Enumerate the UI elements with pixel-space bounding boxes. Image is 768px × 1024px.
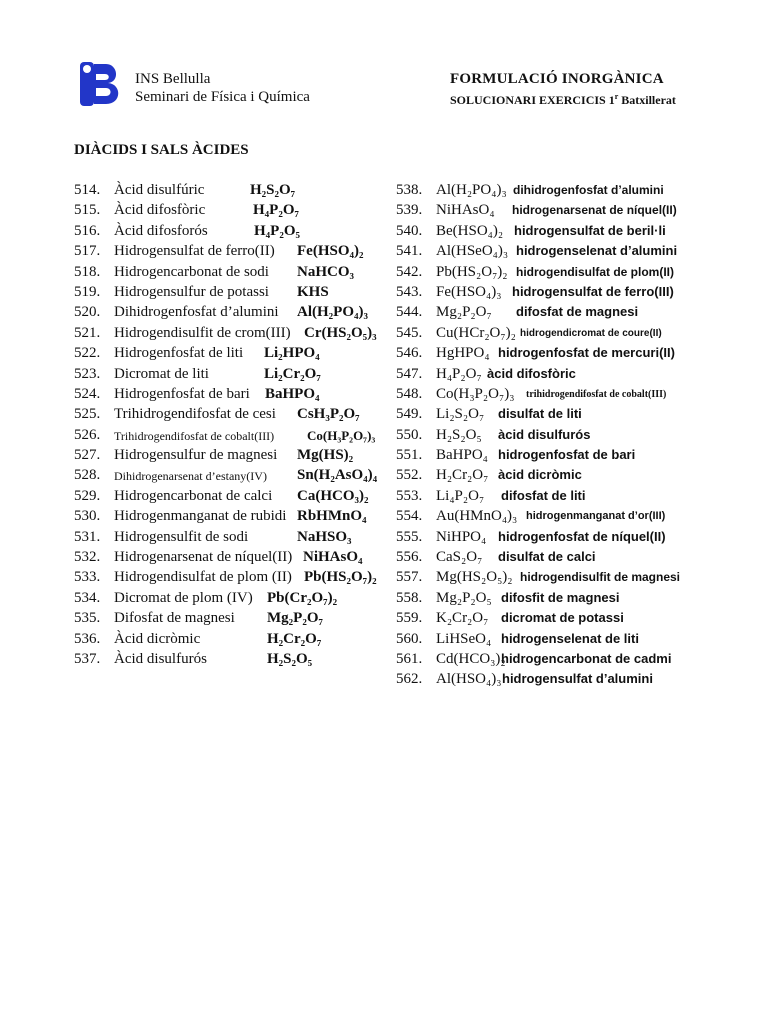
- compound-answer: difosfat de liti: [501, 487, 586, 503]
- list-item: [396, 182, 706, 202]
- list-item: [74, 284, 394, 304]
- item-number: 547.: [396, 365, 423, 382]
- list-item: [396, 345, 706, 365]
- compound-name: Dihidrogenfosfat d’alumini: [114, 304, 279, 321]
- item-number: 522.: [74, 345, 101, 362]
- compound-formula: Al(HSO₄)₃: [436, 671, 502, 688]
- compound-answer: dicromat de potassi: [501, 610, 624, 626]
- right-exercise-list: [396, 182, 706, 692]
- list-item: [74, 427, 394, 447]
- list-item: [396, 488, 706, 508]
- list-item: [74, 467, 394, 487]
- list-item: [74, 202, 394, 222]
- list-item: [396, 610, 706, 630]
- compound-formula: BaHPO₄: [265, 385, 320, 402]
- compound-name: Hidrogensulfat de ferro(II): [114, 243, 275, 260]
- compound-name: Difosfat de magnesi: [114, 610, 235, 627]
- compound-formula: Fe(HSO₄)₂: [297, 243, 364, 260]
- list-item: [74, 590, 394, 610]
- compound-answer: hidrogendisulfit de magnesi: [520, 570, 681, 585]
- compound-formula: CaS₂O₇: [436, 549, 483, 566]
- item-number: 550.: [396, 426, 423, 443]
- item-number: 530.: [74, 508, 101, 525]
- compound-answer: disulfat de calci: [498, 549, 596, 565]
- compound-formula: RbHMnO₄: [297, 508, 367, 525]
- compound-name: Hidrogenmanganat de rubidi: [114, 508, 287, 525]
- compound-formula: H₂S₂O₅: [267, 650, 313, 667]
- compound-name: Àcid disulfurós: [114, 650, 207, 667]
- list-item: [396, 325, 706, 345]
- list-item: [396, 631, 706, 651]
- compound-formula: H₄P₂O₇: [253, 202, 299, 219]
- compound-formula: K₂Cr₂O₇: [436, 610, 489, 627]
- compound-formula: Au(HMnO₄)₃: [436, 508, 518, 525]
- item-number: 524.: [74, 385, 101, 402]
- list-item: [74, 182, 394, 202]
- list-item: [74, 223, 394, 243]
- subtitle-main: SOLUCIONARI EXERCICIS 1: [450, 93, 615, 107]
- compound-formula: LiHSeO₄: [436, 630, 492, 647]
- item-number: 517.: [74, 243, 101, 260]
- item-number: 519.: [74, 283, 101, 300]
- item-number: 541.: [396, 243, 423, 260]
- compound-formula: Pb(HS₂O₇)₂: [436, 263, 508, 280]
- compound-answer: hidrogenfosfat de mercuri(II): [498, 345, 675, 361]
- compound-formula: Fe(HSO₄)₃: [436, 283, 502, 300]
- list-item: [74, 651, 394, 671]
- compound-formula: NiHAsO₄: [303, 549, 363, 566]
- compound-formula: Pb(Cr₂O₇)₂: [267, 589, 338, 606]
- item-number: 557.: [396, 569, 423, 586]
- compound-answer: hidrogenfosfat de níquel(II): [498, 528, 666, 544]
- list-item: [74, 406, 394, 426]
- item-number: 539.: [396, 202, 423, 219]
- list-item: [74, 488, 394, 508]
- compound-name: Àcid difosfòric: [114, 202, 206, 219]
- compound-answer: disulfat de liti: [498, 406, 582, 422]
- compound-name: Hidrogencarbonat de sodi: [114, 263, 269, 280]
- subtitle-end: Batxillerat: [618, 93, 676, 107]
- compound-formula: Ca(HCO₃)₂: [297, 487, 369, 504]
- item-number: 554.: [396, 508, 423, 525]
- item-number: 542.: [396, 263, 423, 280]
- item-number: 559.: [396, 610, 423, 627]
- compound-answer: hidrogenselenat de liti: [501, 630, 639, 646]
- compound-formula: Al(H₂PO₄)₃: [297, 304, 368, 321]
- compound-formula: Al(H₂PO₄)₃: [436, 182, 507, 198]
- item-number: 537.: [74, 650, 101, 667]
- item-number: 527.: [74, 447, 101, 464]
- compound-name: Dicromat de plom (IV): [114, 589, 253, 606]
- compound-formula: Mg₂P₂O₅: [436, 589, 492, 606]
- compound-formula: Co(H₃P₂O₇)₃: [436, 385, 515, 402]
- list-item: [396, 549, 706, 569]
- compound-formula: Li₂Cr₂O₇: [264, 365, 321, 382]
- compound-formula: Cu(HCr₂O₇)₂: [436, 324, 516, 341]
- compound-formula: Li₂HPO₄: [264, 345, 320, 362]
- compound-formula: H₂S₂O₇: [250, 182, 296, 198]
- list-item: [74, 264, 394, 284]
- compound-name: Trihidrogendifosfat de cobalt(III): [114, 428, 275, 443]
- list-item: [74, 631, 394, 651]
- list-item: [396, 671, 706, 691]
- list-item: [74, 243, 394, 263]
- item-number: 536.: [74, 630, 101, 647]
- compound-formula: Al(HSeO₄)₃: [436, 243, 509, 260]
- compound-answer: hidrogensulfat de ferro(III): [512, 283, 674, 299]
- compound-formula: KHS: [297, 283, 329, 300]
- list-item: [396, 529, 706, 549]
- compound-formula: Li₂S₂O₇: [436, 406, 485, 423]
- compound-formula: Cr(HS₂O₅)₃: [304, 324, 377, 341]
- list-item: [396, 304, 706, 324]
- compound-name: Hidrogencarbonat de calci: [114, 487, 273, 504]
- item-number: 523.: [74, 365, 101, 382]
- department-name: Seminari de Física i Química: [135, 89, 310, 105]
- list-item: [74, 304, 394, 324]
- compound-formula: CsH₃P₂O₇: [297, 406, 360, 423]
- list-item: [396, 590, 706, 610]
- list-item: [396, 243, 706, 263]
- list-item: [396, 264, 706, 284]
- item-number: 560.: [396, 630, 423, 647]
- compound-answer: hidrogensulfat d’alumini: [502, 671, 653, 687]
- item-number: 531.: [74, 528, 101, 545]
- document-subtitle: [450, 88, 676, 109]
- compound-name: Hidrogensulfit de sodi: [114, 528, 249, 545]
- item-number: 540.: [396, 222, 423, 239]
- item-number: 526.: [74, 426, 101, 443]
- list-item: [74, 610, 394, 630]
- compound-answer: àcid dicròmic: [498, 467, 582, 483]
- compound-name: Hidrogenfosfat de bari: [114, 385, 250, 402]
- item-number: 549.: [396, 406, 423, 423]
- compound-formula: Pb(HS₂O₇)₂: [304, 569, 377, 586]
- list-item: [396, 223, 706, 243]
- list-item: [74, 345, 394, 365]
- compound-formula: NiHPO₄: [436, 528, 487, 545]
- document-header: [450, 70, 676, 109]
- compound-name: Hidrogendisulfit de crom(III): [114, 324, 291, 341]
- compound-name: Hidrogenfosfat de liti: [114, 345, 244, 362]
- list-item: [396, 406, 706, 426]
- compound-name: Dihidrogenarsenat d’estany(IV): [114, 469, 267, 484]
- compound-formula: Co(H₃P₂O₇)₃: [307, 427, 376, 443]
- list-item: [396, 284, 706, 304]
- section-title: DIÀCIDS I SALS ÀCIDES: [74, 142, 249, 158]
- compound-formula: H₄P₂O₅: [254, 222, 300, 239]
- compound-formula: H₂S₂O₅: [436, 426, 482, 443]
- list-item: [74, 529, 394, 549]
- item-number: 529.: [74, 487, 101, 504]
- item-number: 546.: [396, 345, 423, 362]
- compound-answer: hidrogendisulfat de plom(II): [516, 264, 674, 279]
- item-number: 552.: [396, 467, 423, 484]
- compound-name: Hidrogenarsenat de níquel(II): [114, 549, 293, 566]
- subtitle-superscript: r: [614, 92, 619, 101]
- compound-answer: dihidrogenfosfat d’alumini: [513, 183, 664, 197]
- item-number: 545.: [396, 324, 423, 341]
- item-number: 521.: [74, 324, 101, 341]
- compound-formula: NaHCO₃: [297, 263, 354, 280]
- list-item: [74, 366, 394, 386]
- item-number: 555.: [396, 528, 423, 545]
- compound-name: Dicromat de liti: [114, 365, 209, 382]
- item-number: 520.: [74, 304, 101, 321]
- compound-formula: H₂Cr₂O₇: [436, 467, 489, 484]
- item-number: 525.: [74, 406, 101, 423]
- compound-answer: àcid disulfurós: [498, 426, 591, 442]
- compound-answer: hidrogendicromat de coure(II): [520, 327, 662, 339]
- compound-name: Hidrogensulfur de magnesi: [114, 447, 278, 464]
- compound-formula: Mg₂P₂O₇: [436, 304, 492, 321]
- item-number: 533.: [74, 569, 101, 586]
- item-number: 515.: [74, 202, 101, 219]
- school-logo-icon: [80, 62, 124, 106]
- list-item: [74, 569, 394, 589]
- compound-formula: NaHSO₃: [297, 528, 352, 545]
- compound-name: Trihidrogendifosfat de cesi: [114, 406, 276, 423]
- list-item: [74, 386, 394, 406]
- list-item: [396, 386, 706, 406]
- compound-formula: Li₄P₂O₇: [436, 487, 485, 504]
- left-exercise-list: [74, 182, 394, 671]
- item-number: 544.: [396, 304, 423, 321]
- compound-formula: HgHPO₄: [436, 345, 490, 362]
- compound-formula: H₂Cr₂O₇: [267, 630, 322, 647]
- school-logo: [80, 62, 124, 106]
- compound-name: Àcid difosforós: [114, 222, 208, 239]
- list-item: [396, 447, 706, 467]
- item-number: 562.: [396, 671, 423, 688]
- compound-answer: difosfat de magnesi: [516, 304, 639, 320]
- compound-formula: Mg(HS)₂: [297, 447, 354, 464]
- item-number: 556.: [396, 549, 423, 566]
- item-number: 548.: [396, 385, 423, 402]
- list-item: [74, 508, 394, 528]
- compound-answer: hidrogenfosfat de bari: [498, 447, 636, 463]
- list-item: [396, 508, 706, 528]
- list-item: [74, 325, 394, 345]
- compound-name: Àcid disulfúric: [114, 182, 205, 198]
- school-name: INS Bellulla: [135, 71, 211, 87]
- compound-answer: hidrogenmanganat d’or(III): [526, 510, 666, 523]
- school-info: [135, 70, 310, 106]
- compound-formula: Mg(HS₂O₅)₂: [436, 569, 513, 586]
- list-item: [396, 427, 706, 447]
- document-title: FORMULACIÓ INORGÀNICA: [450, 71, 664, 87]
- compound-answer: trihidrogendifosfat de cobalt(III): [526, 388, 667, 400]
- list-item: [396, 202, 706, 222]
- list-item: [396, 467, 706, 487]
- item-number: 538.: [396, 182, 423, 198]
- compound-formula: Mg₂P₂O₇: [267, 610, 323, 627]
- item-number: 534.: [74, 589, 101, 606]
- list-item: [396, 651, 706, 671]
- item-number: 528.: [74, 467, 101, 484]
- list-item: [74, 447, 394, 467]
- compound-answer: àcid difosfòric: [487, 365, 576, 381]
- item-number: 543.: [396, 283, 423, 300]
- item-number: 516.: [74, 222, 101, 239]
- compound-formula: BaHPO₄: [436, 447, 488, 464]
- compound-answer: difosfit de magnesi: [501, 589, 620, 605]
- item-number: 532.: [74, 549, 101, 566]
- item-number: 561.: [396, 650, 423, 667]
- compound-answer: hidrogensulfat de beril·li: [514, 222, 666, 238]
- item-number: 514.: [74, 182, 101, 198]
- item-number: 551.: [396, 447, 423, 464]
- compound-answer: hidrogenarsenat de níquel(II): [512, 203, 677, 218]
- compound-formula: Be(HSO₄)₂: [436, 222, 504, 239]
- compound-formula: Sn(H₂AsO₄)₄: [297, 467, 378, 484]
- compound-answer: hidrogencarbonat de cadmi: [501, 650, 672, 666]
- item-number: 518.: [74, 263, 101, 280]
- compound-answer: hidrogenselenat d’alumini: [516, 243, 678, 259]
- item-number: 535.: [74, 610, 101, 627]
- list-item: [396, 569, 706, 589]
- compound-name: Àcid dicròmic: [114, 630, 201, 647]
- item-number: 558.: [396, 589, 423, 606]
- list-item: [396, 366, 706, 386]
- compound-name: Hidrogensulfur de potassi: [114, 283, 269, 300]
- item-number: 553.: [396, 487, 423, 504]
- list-item: [74, 549, 394, 569]
- compound-formula: Cd(HCO₃)₂: [436, 650, 506, 667]
- compound-name: Hidrogendisulfat de plom (II): [114, 569, 292, 586]
- compound-formula: NiHAsO₄: [436, 202, 495, 219]
- compound-formula: H₄P₂O₇: [436, 365, 482, 382]
